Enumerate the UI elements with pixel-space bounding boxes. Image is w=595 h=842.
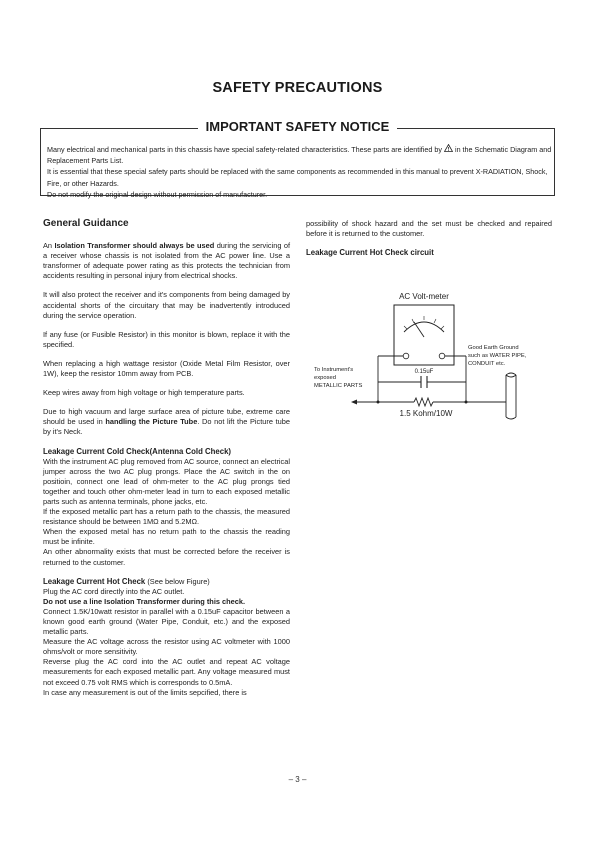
- notice-line-1-end: in the Schematic Diagram and Replacement Parts List.: [47, 145, 552, 166]
- resistor-label: 1.5 Kohm/10W: [399, 409, 453, 418]
- meter-tick: [404, 326, 407, 329]
- hot-check-paragraph-5-continued: possibility of shock hazard and the set must be checked and repaired before it is returned to the customer.: [306, 219, 552, 239]
- general-paragraph-1: [43, 241, 290, 281]
- resistor-symbol: [414, 398, 433, 406]
- junction-dot: [465, 401, 468, 404]
- capacitor-label: 0.15uF: [414, 369, 434, 375]
- meter-label: AC Volt-meter: [399, 292, 449, 301]
- general-paragraph-6: [43, 407, 290, 437]
- notice-line-2: It is essential that these special safety parts should be replaced with the same components as recommended in this manual to prevent X-RADIATION, Shock, Fire, or other Hazards.: [47, 167, 548, 188]
- hot-check-heading-line: [43, 577, 290, 587]
- hot-check-paragraph-2: Connect 1.5K/10watt resistor in parallel with a 0.15uF capacitor between a known good earth ground (Water Pipe, Conduit, etc.) and the exposed metallic parts.: [43, 606, 290, 637]
- meter-terminal-right: [439, 353, 445, 359]
- hot-check-paragraph-1: Plug the AC cord directly into the AC outlet.: [43, 586, 185, 596]
- ground-label-line-1: Good Earth Ground: [468, 345, 519, 351]
- notice-line-3: Do not modify the original design without permission of manufacturer.: [47, 189, 268, 199]
- general-p6-c: . Do not lift the Picture tube by it's Neck.: [43, 417, 290, 437]
- meter-tick: [412, 319, 414, 323]
- notice-line-1-text: Many electrical and mechanical parts in this chassis have special safety-related characteristics. These parts are identified by: [47, 145, 442, 154]
- general-p1-bold: Isolation Transformer should always be used: [54, 241, 215, 251]
- notice-heading: IMPORTANT SAFETY NOTICE: [198, 119, 398, 134]
- general-paragraph-2: It will also protect the receiver and it's components from being damaged by accidental shorts of the circuitary that may be inadvertently introduced during the service operation.: [43, 290, 290, 320]
- circuit-heading: Leakage Current Hot Check circuit: [306, 248, 434, 258]
- hot-check-circuit-diagram: [306, 285, 556, 425]
- right-column: [306, 219, 552, 258]
- general-paragraph-5: Keep wires away from high voltage or high temperature parts.: [43, 388, 245, 398]
- water-pipe-icon: [506, 373, 516, 419]
- hot-check-heading-note: (See below Figure): [147, 576, 210, 586]
- svg-text:!: !: [447, 146, 450, 152]
- general-paragraph-4: When replacing a high wattage resistor (Oxide Metal Film Resistor, over 1W), keep the resistor 10mm away from PCB.: [43, 358, 290, 379]
- meter-terminal-left: [403, 353, 409, 359]
- instrument-label-line-1: To Instrument's: [314, 367, 354, 373]
- page-number: – 3 –: [288, 775, 307, 784]
- junction-dot: [377, 401, 380, 404]
- instrument-label-line-2: exposed: [314, 375, 336, 381]
- meter-tick: [434, 319, 436, 323]
- ground-label-line-2: such as WATER PIPE,: [468, 353, 527, 359]
- left-column: [43, 219, 290, 698]
- general-p6-bold: handling the Picture Tube: [105, 417, 198, 427]
- cold-check-heading: Leakage Current Cold Check(Antenna Cold Check): [43, 446, 232, 456]
- general-p1-c: during the servicing of a receiver whose chassis is not isolated from the AC power line. Use a transformer of adequate power rating as this protects the technician from accidents resulting in personal injury from electrical shocks.: [43, 241, 291, 281]
- hot-check-paragraph-2-bold: Do not use a line Isolation Transformer during this check.: [43, 596, 246, 606]
- hot-check-paragraph-3: Measure the AC voltage across the resistor using AC voltmeter with 1000 ohms/volt or more sensitivity.: [43, 637, 290, 657]
- cold-check-paragraph-3: When the exposed metal has no return path to the chassis the reading must be infinite.: [43, 527, 290, 547]
- ground-label-line-3: CONDUIT etc.: [468, 361, 506, 367]
- general-guidance-heading: General Guidance: [43, 218, 129, 229]
- general-p6-a: Due to high vacuum and large surface area of picture tube, extreme care should be used in: [43, 407, 290, 427]
- general-p1-a: An: [43, 241, 53, 251]
- warning-triangle-icon: [444, 144, 453, 154]
- hot-check-paragraph-5: In case any measurement is out of the limits sepcified, there is: [43, 687, 247, 697]
- instrument-label-line-3: METALLIC PARTS: [314, 383, 363, 389]
- notice-heading-wrap: [0, 118, 595, 136]
- notice-line-1: [47, 144, 552, 166]
- hot-check-paragraph-4: Reverse plug the AC cord into the AC outlet and repeat AC voltage measurements for each exposed metallic part. Any voltage measured must not exceed 0.75 volt RMS which is corresponds to 0.5mA.: [43, 657, 290, 687]
- notice-body: [47, 144, 552, 200]
- general-paragraph-3: If any fuse (or Fusible Resistor) in this monitor is blown, replace it with the specified.: [43, 329, 290, 349]
- meter-needle: [414, 322, 424, 337]
- meter-tick: [441, 326, 444, 329]
- meter-scale-arc: [404, 322, 444, 332]
- page-title: SAFETY PRECAUTIONS: [212, 80, 383, 96]
- cold-check-paragraph-2: If the exposed metallic part has a return path to the chassis, the measured resistance should be between 1MΩ and 5.2MΩ.: [43, 507, 290, 527]
- probe-arrow-icon: [351, 400, 357, 405]
- cold-check-paragraph-4: An other abnormality exists that must be corrected before the receiver is returned to the customer.: [43, 547, 290, 567]
- cold-check-paragraph-1: With the instrument AC plug removed from AC source, connect an electrical jumper across the two AC plug prongs. Place the AC switch in the on positioin, connect one lead of ohm-meter to the AC plug prongs tied together and touch other ohm-meter lead in turn to each exposed metallic parts such as antenna terminals, phone jacks, etc.: [43, 456, 290, 506]
- hot-check-heading: Leakage Current Hot Check: [43, 576, 146, 586]
